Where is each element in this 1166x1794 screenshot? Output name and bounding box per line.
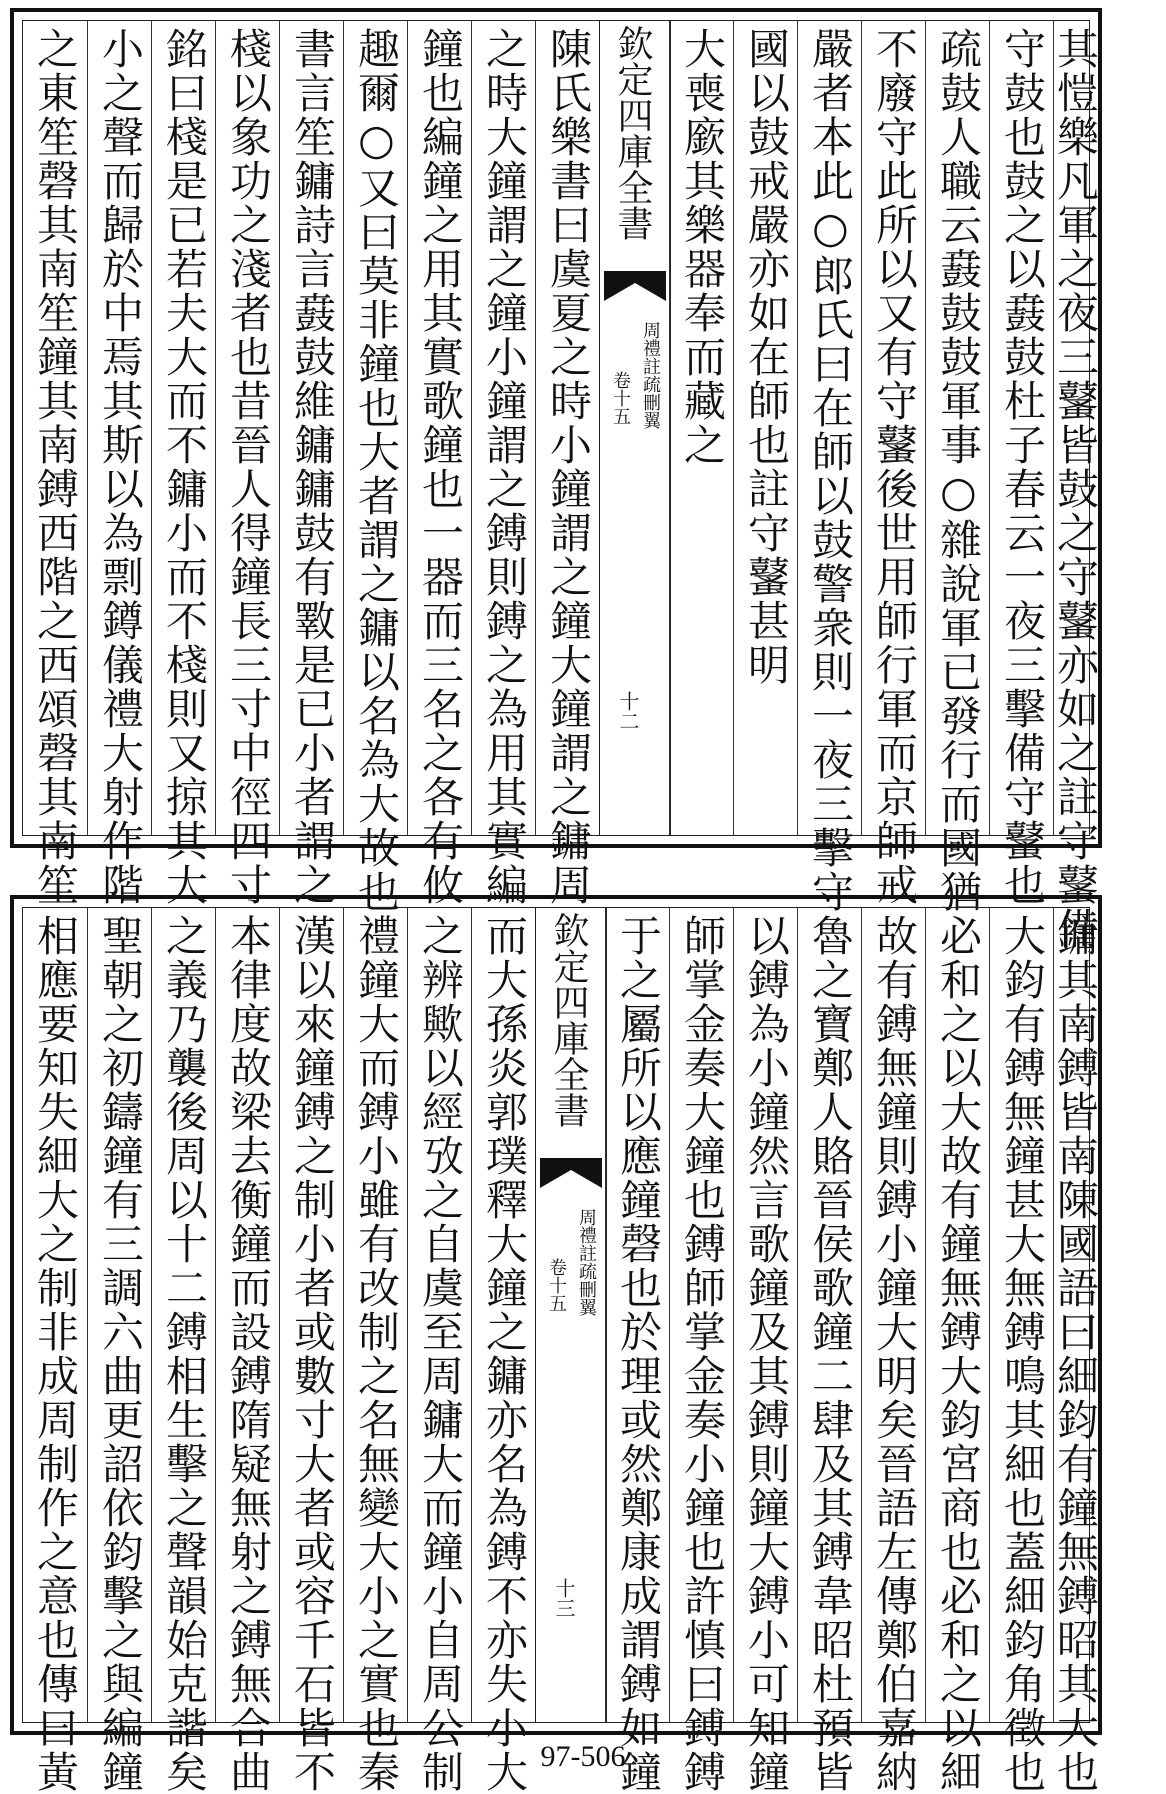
column-text: 大鈞有鎛無鐘甚大無鎛鳴其細也蓋細鈞角徵也 <box>998 914 1047 1794</box>
book-title: 周禮註疏刪翼 <box>640 321 661 429</box>
text-column <box>151 21 216 907</box>
column-text: 禮鐘大而鎛小雖有改制之名無變大小之實也秦 <box>352 914 401 1794</box>
column-text: 相應要知失細大之制非成周制作之意也傳曰黃 <box>31 914 80 1794</box>
text-column <box>151 908 216 1794</box>
column-text: 不廢守此所以又有守鼜後世用師行軍而京師戒 <box>870 27 919 907</box>
text-column <box>861 21 926 907</box>
text-column <box>797 21 862 914</box>
fish-tail-mark-icon <box>604 271 666 301</box>
column-text: 本律度故梁去衡鐘而設鎛隋疑無射之鎛無合曲 <box>224 914 273 1794</box>
text-column <box>23 21 87 907</box>
page-number: 97-506 <box>540 1740 626 1773</box>
text-column <box>23 908 87 1794</box>
text-column <box>1051 21 1100 951</box>
top-page-frame <box>22 20 1100 951</box>
column-text: 其愷樂凡軍之夜三鼜皆鼓之守鼜亦如之註守鼜備 <box>1051 27 1100 951</box>
column-text: 之時大鐘謂之鐘小鐘謂之鎛則鎛之為用其實編 <box>480 27 529 907</box>
column-text: 大喪廞其樂器奉而藏之 <box>678 27 727 467</box>
center-fold-column <box>599 21 671 835</box>
column-text: 必和之以大故有鐘無鎛大鈞宮商也必和之以細 <box>934 914 983 1794</box>
column-text: 于之屬所以應鐘磬也於理或然鄭康成謂鎛如鐘 <box>614 914 663 1794</box>
text-column <box>215 908 280 1794</box>
text-column <box>279 21 344 907</box>
column-text: 守鼓也鼓之以鼖鼓杜子春云一夜三擊備守鼜也 <box>998 27 1047 907</box>
text-column <box>669 21 734 835</box>
column-text: 師掌金奏大鐘也鎛師掌金奏小鐘也許慎曰鎛鎛 <box>678 914 727 1794</box>
text-column <box>733 908 798 1794</box>
collection-title: 欽定四庫全書 <box>612 25 653 241</box>
text-column <box>279 908 344 1794</box>
text-column <box>215 21 280 907</box>
text-column <box>925 21 990 914</box>
text-column <box>343 21 408 914</box>
column-text: 銘曰棧是已若夫大而不鏞小而不棧則又掠其大 <box>160 27 209 907</box>
column-text: 以鎛為小鐘然言歌鐘及其鎛則鐘大鎛小可知鐘 <box>742 914 791 1794</box>
column-text: 之義乃襲後周以十二鎛相生擊之聲韻始克諧矣 <box>160 914 209 1794</box>
text-column <box>797 908 862 1794</box>
volume-label: 卷十五 <box>546 1258 567 1312</box>
column-text: 趣爾○又曰莫非鐘也大者謂之鏞以名為大故也 <box>352 27 401 914</box>
text-column <box>1051 908 1100 1794</box>
column-text: 書言笙鏞詩言鼖鼓維鏞鏞鼓有斁是已小者謂之 <box>288 27 337 907</box>
text-column <box>535 21 600 907</box>
text-column <box>605 908 670 1794</box>
column-text: 鏞其南鎛皆南陳國語曰細鈞有鐘無鎛昭其大也 <box>1051 914 1100 1794</box>
text-column <box>343 908 408 1794</box>
collection-title: 欽定四庫全書 <box>548 912 589 1128</box>
text-column <box>407 908 472 1794</box>
column-text: 棧以象功之淺者也昔晉人得鐘長三寸中徑四寸 <box>224 27 273 907</box>
text-column <box>471 21 536 907</box>
column-text: 疏鼓人職云鼖鼓鼓軍事○雜說軍已發行而國猶 <box>934 27 983 914</box>
text-column <box>861 908 926 1794</box>
column-text: 陳氏樂書曰虞夏之時小鐘謂之鐘大鐘謂之鏞周 <box>544 27 593 907</box>
column-text: 嚴者本此○郎氏曰在師以鼓警衆則一夜三擊守 <box>806 27 855 914</box>
column-text: 之東笙磬其南笙鐘其南鎛西階之西頌磬其南笙 <box>31 27 80 907</box>
text-column <box>87 21 152 907</box>
text-column <box>669 908 734 1794</box>
text-column <box>87 908 152 1794</box>
text-column <box>471 908 536 1794</box>
column-text: 而大孫炎郭璞釋大鐘之鏞亦名為鎛不亦失小大 <box>480 914 529 1794</box>
text-column <box>733 21 798 835</box>
column-text: 漢以來鐘鎛之制小者或數寸大者或容千石皆不 <box>288 914 337 1794</box>
volume-label: 卷十五 <box>610 371 631 425</box>
folio-number: 十二 <box>616 691 640 731</box>
column-text: 國以鼓戒嚴亦如在師也註守鼜甚明 <box>742 27 791 687</box>
column-text: 鐘也編鐘之用其實歌鐘也一器而三名之各有攸 <box>416 27 465 907</box>
text-column <box>407 21 472 907</box>
book-title: 周禮註疏刪翼 <box>576 1208 597 1316</box>
column-text: 聖朝之初鑄鐘有三調六曲更詔依鈞擊之與編鐘 <box>96 914 145 1794</box>
center-fold-column <box>535 908 607 1722</box>
column-text: 故有鎛無鐘則鎛小鐘大明矣晉語左傳鄭伯嘉納 <box>870 914 919 1794</box>
column-text: 之辨歟以經攷之自虞至周鏞大而鐘小自周公制 <box>416 914 465 1794</box>
fish-tail-mark-icon <box>540 1158 602 1188</box>
column-text: 小之聲而歸於中焉其斯以為剽鐏儀禮大射作階 <box>96 27 145 907</box>
top-page <box>10 8 1102 951</box>
folio-number: 十三 <box>552 1578 576 1618</box>
column-text: 魯之寶鄭人賂晉侯歌鐘二肆及其鎛韋昭杜預皆 <box>806 914 855 1794</box>
text-column <box>925 908 990 1794</box>
